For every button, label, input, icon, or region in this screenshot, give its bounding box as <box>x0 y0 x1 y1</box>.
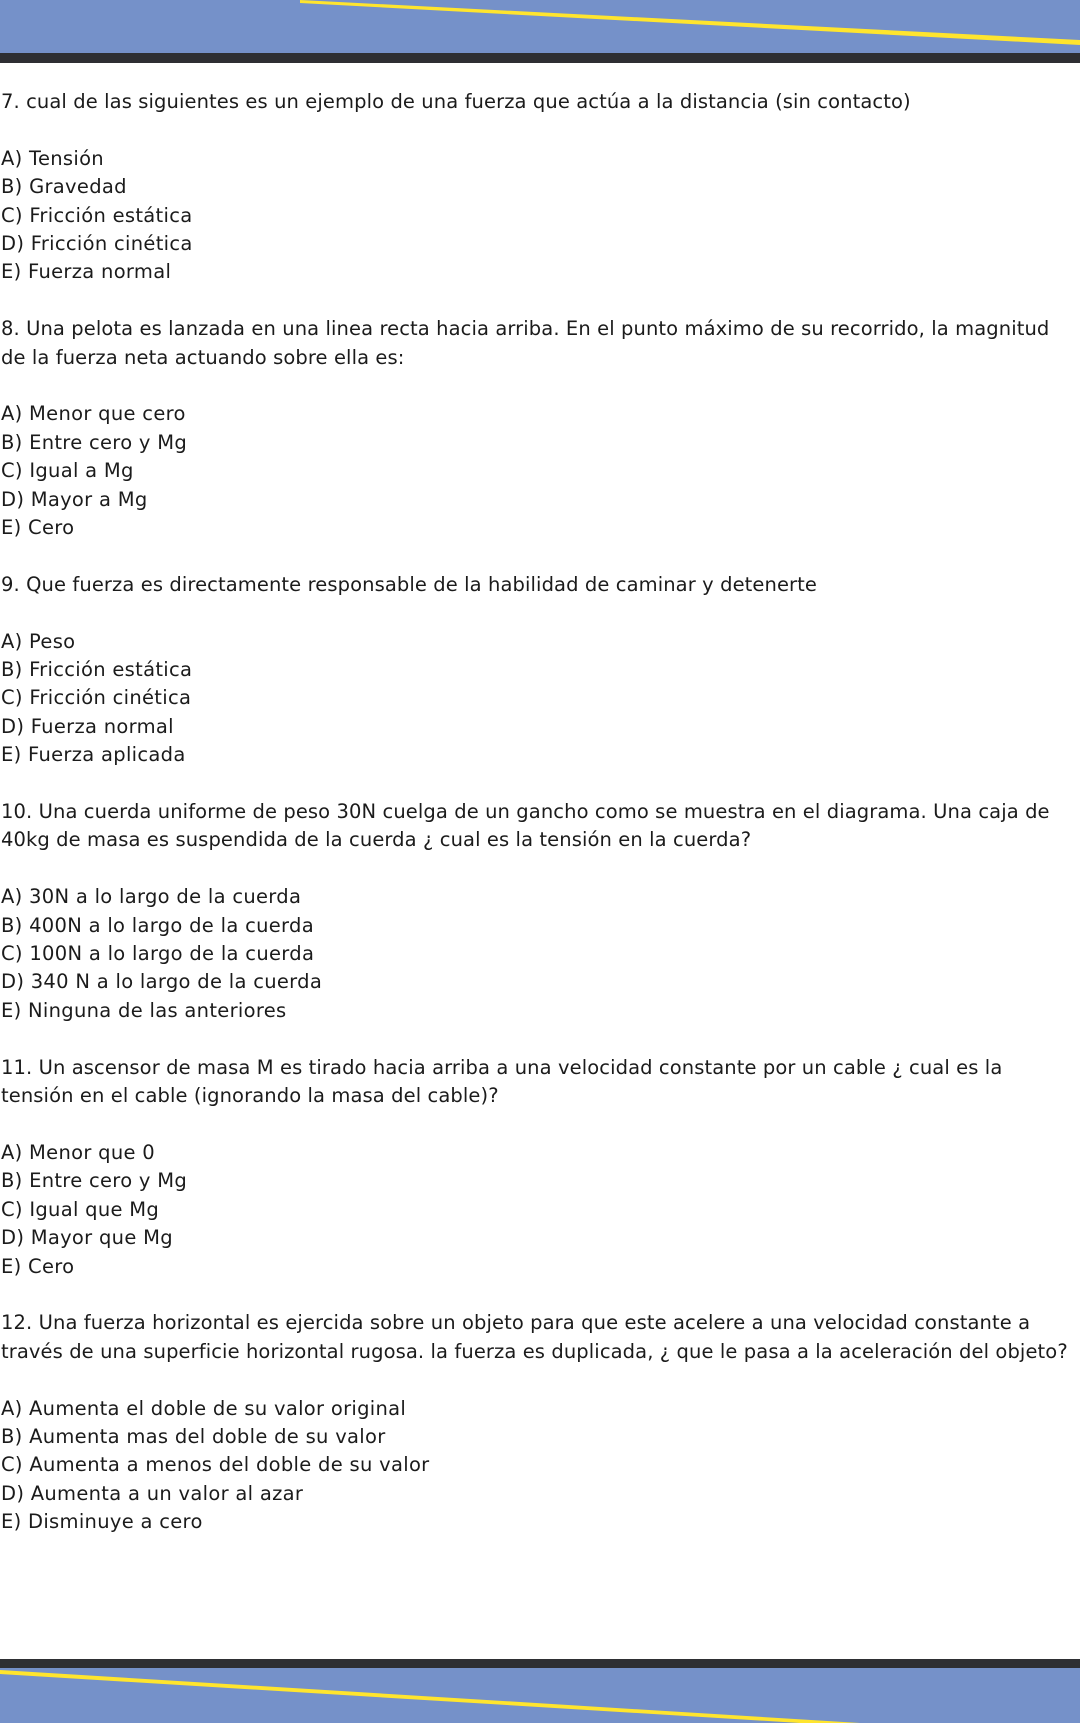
option-c: C) Fricción estática <box>1 203 193 227</box>
option-c: C) Igual a Mg <box>1 459 134 483</box>
spacer <box>0 287 1080 315</box>
question-9 <box>0 571 1080 770</box>
option-a: A) Menor que cero <box>1 402 186 426</box>
option-e: E) Ninguna de las anteriores <box>1 998 287 1022</box>
option-list <box>0 628 1080 770</box>
footer-band-dark-line <box>0 1659 1080 1668</box>
footer-band-blue <box>0 1668 1080 1723</box>
option-list <box>0 1139 1080 1281</box>
option-e: E) Cero <box>1 516 75 540</box>
footer-band-graphic <box>0 1659 1080 1723</box>
question-12 <box>0 1309 1080 1536</box>
question-stem: 12. Una fuerza horizontal es ejercida sobre un objeto para que este acelere a una velocidad constante a través de una superficie horizontal rugosa. la fuerza es duplicada, ¿ que le pasa a la aceleración del objeto? <box>1 1311 1068 1363</box>
option-e: E) Disminuye a cero <box>1 1510 203 1534</box>
option-a: A) Menor que 0 <box>1 1140 156 1164</box>
option-list <box>0 883 1080 1025</box>
spacer <box>0 1281 1080 1309</box>
option-b: B) Entre cero y Mg <box>1 1169 188 1193</box>
option-b: B) Gravedad <box>1 175 127 199</box>
question-stem: 9. Que fuerza es directamente responsable de la habilidad de caminar y detenerte <box>1 572 818 596</box>
footer-band <box>0 1659 1080 1723</box>
option-c: C) Igual que Mg <box>1 1197 160 1221</box>
option-d: D) 340 N a lo largo de la cuerda <box>1 970 323 994</box>
option-a: A) Peso <box>1 629 76 653</box>
option-e: E) Cero <box>1 1254 75 1278</box>
option-a: A) Aumenta el doble de su valor original <box>1 1396 407 1420</box>
option-d: D) Aumenta a un valor al azar <box>1 1481 304 1505</box>
option-c: C) 100N a lo largo de la cuerda <box>1 942 315 966</box>
option-d: D) Mayor que Mg <box>1 1226 173 1250</box>
question-stem: 10. Una cuerda uniforme de peso 30N cuelga de un gancho como se muestra en el diagrama. Una caja de 40kg de masa es suspendida de la cuerda ¿ cual es la tensión en la cuerda? <box>1 800 1050 852</box>
option-b: B) Fricción estática <box>1 658 193 682</box>
question-stem: 7. cual de las siguientes es un ejemplo de una fuerza que actúa a la distancia (sin contacto) <box>1 90 911 113</box>
question-10 <box>0 798 1080 1025</box>
spacer <box>0 542 1080 570</box>
option-c: C) Aumenta a menos del doble de su valor <box>1 1453 430 1477</box>
question-stem: 11. Un ascensor de masa M es tirado hacia arriba a una velocidad constante por un cable ¿ cual es la tensión en el cable (ignorando la masa del cable)? <box>1 1055 1003 1108</box>
option-d: D) Fuerza normal <box>1 714 174 738</box>
option-a: A) Tensión <box>1 146 104 170</box>
quiz-content <box>0 88 1080 1537</box>
option-d: D) Fricción cinética <box>1 232 193 256</box>
option-c: C) Fricción cinética <box>1 686 192 710</box>
option-e: E) Fuerza normal <box>1 260 172 284</box>
option-b: B) Aumenta mas del doble de su valor <box>1 1424 386 1448</box>
header-band-blue <box>0 0 1080 53</box>
option-b: B) Entre cero y Mg <box>1 430 188 454</box>
spacer <box>0 770 1080 798</box>
option-b: B) 400N a lo largo de la cuerda <box>1 913 314 937</box>
spacer <box>0 1025 1080 1053</box>
option-e: E) Fuerza aplicada <box>1 743 186 767</box>
question-7 <box>0 88 1080 287</box>
option-list <box>0 145 1080 287</box>
option-d: D) Mayor a Mg <box>1 487 148 511</box>
header-band <box>0 0 1080 63</box>
header-band-graphic <box>0 0 1080 63</box>
question-8 <box>0 315 1080 542</box>
option-list <box>0 400 1080 542</box>
question-stem: 8. Una pelota es lanzada en una linea recta hacia arriba. En el punto máximo de su recorrido, la magnitud de la fuerza neta actuando sobre ella es: <box>1 317 1050 369</box>
option-list <box>0 1395 1080 1537</box>
header-band-dark-line <box>0 53 1080 63</box>
question-11 <box>0 1054 1080 1281</box>
option-a: A) 30N a lo largo de la cuerda <box>1 885 302 909</box>
